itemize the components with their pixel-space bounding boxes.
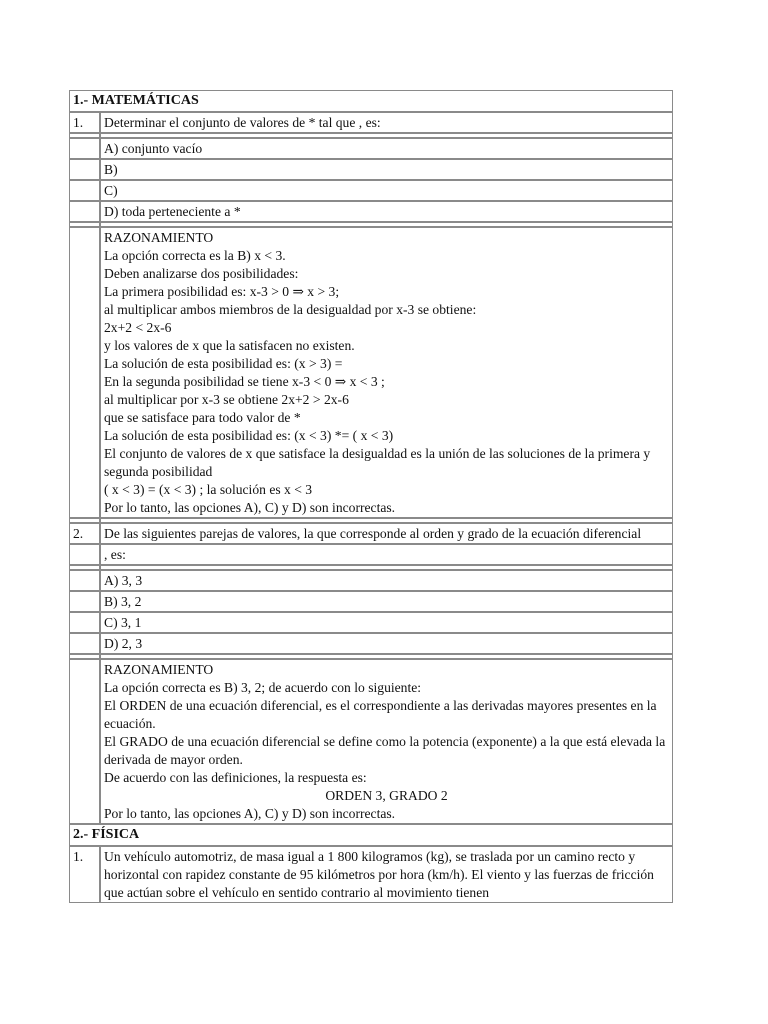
question-row — [69, 523, 673, 544]
option-b: B) — [100, 159, 673, 180]
option-number-cell — [69, 633, 100, 654]
reasoning-line: 2x+2 < 2x-6 — [104, 320, 172, 335]
reasoning-line: De acuerdo con las definiciones, la respuesta es: — [104, 770, 367, 785]
reasoning-line: El conjunto de valores de x que satisface la desigualdad es la unión de las soluciones de la primera y segunda posibilidad — [104, 446, 651, 479]
question-row — [69, 846, 673, 903]
option-a: A) 3, 3 — [100, 570, 673, 591]
reasoning-line: La primera posibilidad es: x-3 > 0 ⇒ x > 3; — [104, 284, 340, 299]
option-b: B) 3, 2 — [100, 591, 673, 612]
reasoning-line: RAZONAMIENTO — [104, 230, 214, 245]
exam-table — [69, 90, 673, 903]
question-number: 1. — [69, 112, 100, 133]
section-header-row — [69, 824, 673, 846]
question-text: Un vehículo automotriz, de masa igual a 1 800 kilogramos (kg), se traslada por un camino recto y horizontal con rapidez constante de 95 kilómetros por hora (km/h). El viento y las fuerzas de fricción que actúan sobre el vehículo en sentido contrario al movimiento tienen — [100, 846, 673, 903]
reasoning-line: al multiplicar por x-3 se obtiene 2x+2 > 2x-6 — [104, 392, 349, 407]
option-row — [69, 159, 673, 180]
question-text: De las siguientes parejas de valores, la que corresponde al orden y grado de la ecuación diferencial — [100, 523, 673, 544]
option-a: A) conjunto vacío — [100, 138, 673, 159]
option-number-cell — [69, 180, 100, 201]
section-title-fisica: 2.- FÍSICA — [69, 824, 673, 846]
reasoning-number-cell — [69, 227, 100, 518]
reasoning-line: En la segunda posibilidad se tiene x-3 < 0 ⇒ x < 3 ; — [104, 374, 385, 389]
reasoning-line: El GRADO de una ecuación diferencial se define como la potencia (exponente) a la que está elevada la derivada de mayor orden. — [104, 734, 666, 767]
option-row — [69, 180, 673, 201]
option-number-cell — [69, 201, 100, 222]
question-text: Determinar el conjunto de valores de * tal que , es: — [100, 112, 673, 133]
option-number-cell — [69, 138, 100, 159]
option-c: C) 3, 1 — [100, 612, 673, 633]
question-number: 1. — [69, 846, 100, 903]
reasoning-line: Deben analizarse dos posibilidades: — [104, 266, 299, 281]
option-number-cell — [69, 570, 100, 591]
reasoning-line: ( x < 3) = (x < 3) ; la solución es x < 3 — [104, 482, 313, 497]
reasoning-block — [100, 227, 673, 518]
option-row — [69, 612, 673, 633]
option-number-cell — [69, 159, 100, 180]
reasoning-row — [69, 227, 673, 518]
reasoning-line: La opción correcta es la B) x < 3. — [104, 248, 286, 263]
question-continuation-row — [69, 544, 673, 565]
option-c: C) — [100, 180, 673, 201]
option-row — [69, 138, 673, 159]
reasoning-row — [69, 659, 673, 824]
reasoning-line: Por lo tanto, las opciones A), C) y D) son incorrectas. — [104, 500, 396, 515]
reasoning-line: El ORDEN de una ecuación diferencial, es el correspondiente a las derivadas mayores presentes en la ecuación. — [104, 698, 657, 731]
option-number-cell — [69, 591, 100, 612]
option-row — [69, 633, 673, 654]
question-number: 2. — [69, 523, 100, 544]
reasoning-line: al multiplicar ambos miembros de la desigualdad por x-3 se obtiene: — [104, 302, 477, 317]
reasoning-block — [100, 659, 673, 824]
section-header-row — [69, 90, 673, 112]
reasoning-number-cell — [69, 659, 100, 824]
section-title-matematicas: 1.- MATEMÁTICAS — [69, 90, 673, 112]
reasoning-line: que se satisface para todo valor de * — [104, 410, 301, 425]
reasoning-line: y los valores de x que la satisfacen no existen. — [104, 338, 355, 353]
option-row — [69, 591, 673, 612]
question-text-continuation: , es: — [100, 544, 673, 565]
question-row — [69, 112, 673, 133]
reasoning-answer-centered: ORDEN 3, GRADO 2 — [325, 788, 448, 803]
option-row — [69, 570, 673, 591]
option-number-cell — [69, 612, 100, 633]
option-row — [69, 201, 673, 222]
reasoning-line: Por lo tanto, las opciones A), C) y D) son incorrectas. — [104, 806, 396, 821]
option-d: D) toda perteneciente a * — [100, 201, 673, 222]
question-number-cell — [69, 544, 100, 565]
reasoning-line: La solución de esta posibilidad es: (x < 3) *= ( x < 3) — [104, 428, 394, 443]
option-d: D) 2, 3 — [100, 633, 673, 654]
reasoning-line: La solución de esta posibilidad es: (x > 3) = — [104, 356, 343, 371]
reasoning-line: RAZONAMIENTO — [104, 662, 214, 677]
reasoning-line: La opción correcta es B) 3, 2; de acuerdo con lo siguiente: — [104, 680, 422, 695]
exam-document — [69, 90, 673, 903]
